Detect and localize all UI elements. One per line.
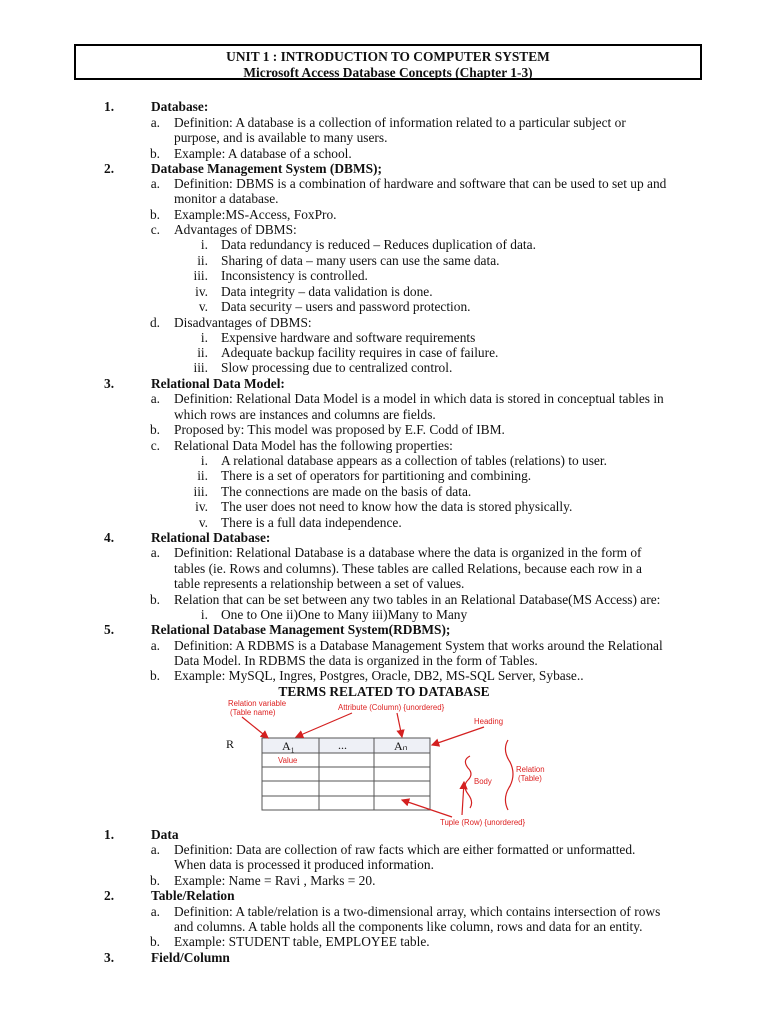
list-text: Inconsistency is controlled. [221, 268, 368, 283]
list-text: Data integrity – data validation is done. [221, 284, 433, 299]
attribute-label: Attribute (Column) {unordered} [338, 703, 445, 712]
list-marker: a. [150, 545, 160, 560]
term-number: 2. [104, 888, 115, 903]
list-text: monitor a database. [174, 191, 279, 206]
section-title: Database: [151, 99, 209, 114]
list-text: Expensive hardware and software requirements [221, 330, 476, 345]
list-marker: i. [200, 607, 208, 622]
list-marker: iv. [195, 499, 208, 514]
list-text: One to One ii)One to Many iii)Many to Many [221, 607, 468, 622]
list-text: purpose, and is available to many users. [174, 130, 388, 145]
section-number: 1. [104, 99, 115, 114]
section-title: Relational Database Management System(RDBMS); [151, 622, 451, 637]
relation-diagram [222, 698, 562, 830]
list-marker: b. [149, 207, 160, 222]
list-marker: a. [150, 391, 160, 406]
list-text: Example: STUDENT table, EMPLOYEE table. [174, 934, 430, 949]
list-text: Advantages of DBMS: [174, 222, 297, 237]
header-line-2: Microsoft Access Database Concepts (Chapter 1-3) [243, 64, 533, 80]
list-text: Definition: Data are collection of raw facts which are either formatted or unformatted. [174, 842, 636, 857]
list-marker: iii. [193, 268, 208, 283]
list-marker: b. [149, 422, 160, 437]
list-marker: b. [149, 934, 160, 949]
list-text: Example:MS-Access, FoxPro. [174, 207, 337, 222]
unit-header [74, 44, 702, 80]
table-name-label: (Table name) [230, 708, 276, 717]
list-text: Definition: A RDBMS is a Database Management System that works around the Relational [174, 638, 663, 653]
list-text: There is a full data independence. [221, 515, 402, 530]
attribute-arrow-1 [296, 713, 352, 737]
section-number: 2. [104, 161, 115, 176]
list-marker: c. [150, 222, 160, 237]
relation-table-label: (Table) [518, 774, 542, 783]
list-text: Example: Name = Ravi , Marks = 20. [174, 873, 376, 888]
list-text: Adequate backup facility requires in case of failure. [221, 345, 499, 360]
list-text: When data is processed it produced information. [174, 857, 434, 872]
list-marker: c. [150, 438, 160, 453]
list-text: and columns. A table holds all the components like column, rows and data for an entity. [174, 919, 643, 934]
term-title: Table/Relation [151, 888, 235, 903]
list-text: which rows are instances and columns are fields. [174, 407, 436, 422]
terms-title: TERMS RELATED TO DATABASE [278, 684, 490, 699]
body-label: Body [474, 777, 492, 786]
list-text: Relational Data Model has the following properties: [174, 438, 453, 453]
tuple-label: Tuple (Row) {unordered} [440, 818, 526, 827]
value-label: Value [278, 756, 298, 765]
section-title: Relational Data Model: [151, 376, 285, 391]
tuple-arrow-2 [462, 782, 464, 815]
list-marker: iii. [193, 484, 208, 499]
list-text: Data Model. In RDBMS the data is organized in the form of Tables. [174, 653, 538, 668]
section-title: Relational Database: [151, 530, 271, 545]
list-marker: i. [200, 330, 208, 345]
relation-brace [505, 740, 513, 810]
list-text: Example: MySQL, Ingres, Postgres, Oracle, DB2, MS-SQL Server, Sybase.. [174, 668, 584, 683]
heading-label: Heading [474, 717, 504, 726]
list-text: Definition: A table/relation is a two-dimensional array, which contains intersection of rows [174, 904, 661, 919]
list-text: A relational database appears as a collection of tables (relations) to user. [221, 453, 607, 468]
list-marker: ii. [197, 468, 208, 483]
section-number: 5. [104, 622, 115, 637]
list-text: Data redundancy is reduced – Reduces duplication of data. [221, 237, 536, 252]
section-title: Database Management System (DBMS); [151, 161, 382, 176]
list-marker: v. [198, 515, 208, 530]
list-marker: i. [200, 453, 208, 468]
list-marker: ii. [197, 253, 208, 268]
list-text: tables (ie. Rows and columns). These tables are called Relations, because each row in a [174, 561, 642, 576]
list-text: Disadvantages of DBMS: [174, 315, 312, 330]
list-marker: a. [150, 842, 160, 857]
relation-symbol: R [226, 737, 235, 751]
list-text: Sharing of data – many users can use the same data. [221, 253, 500, 268]
list-marker: a. [150, 904, 160, 919]
list-text: The connections are made on the basis of data. [221, 484, 472, 499]
list-text: Proposed by: This model was proposed by E.F. Codd of IBM. [174, 422, 505, 437]
list-text: Example: A database of a school. [174, 146, 352, 161]
attribute-a1: A₁ [282, 739, 295, 753]
relvar-arrow [242, 717, 268, 738]
term-title: Field/Column [151, 950, 230, 965]
body-brace [465, 756, 472, 808]
term-number: 1. [104, 827, 115, 842]
relation-variable-label: Relation variable [228, 699, 287, 708]
list-text: Definition: A database is a collection of information related to a particular subject or [174, 115, 626, 130]
list-text: Relation that can be set between any two tables in an Relational Database(MS Access) are: [174, 592, 661, 607]
section-number: 4. [104, 530, 115, 545]
list-text: Slow processing due to centralized control. [221, 360, 453, 375]
list-marker: v. [198, 299, 208, 314]
list-marker: ii. [197, 345, 208, 360]
list-marker: a. [150, 115, 160, 130]
list-marker: b. [149, 592, 160, 607]
list-marker: b. [149, 146, 160, 161]
header-line-1: UNIT 1 : INTRODUCTION TO COMPUTER SYSTEM [226, 49, 550, 64]
list-marker: iv. [195, 284, 208, 299]
attribute-an: Aₙ [394, 739, 408, 753]
list-marker: d. [149, 315, 160, 330]
term-number: 3. [104, 950, 115, 965]
attribute-arrow-2 [397, 713, 402, 737]
list-text: Definition: DBMS is a combination of hardware and software that can be used to set up and [174, 176, 667, 191]
term-title: Data [151, 827, 179, 842]
list-text: Definition: Relational Database is a database where the data is organized in the form of [174, 545, 642, 560]
heading-arrow [432, 727, 484, 745]
relation-label: Relation [516, 765, 545, 774]
section-number: 3. [104, 376, 115, 391]
list-marker: b. [149, 873, 160, 888]
list-marker: a. [150, 638, 160, 653]
list-marker: b. [149, 668, 160, 683]
list-marker: a. [150, 176, 160, 191]
list-marker: iii. [193, 360, 208, 375]
attribute-ellipsis: ... [338, 738, 347, 752]
list-text: There is a set of operators for partitioning and combining. [221, 468, 532, 483]
list-marker: i. [200, 237, 208, 252]
list-text: The user does not need to know how the data is stored physically. [221, 499, 573, 514]
list-text: Definition: Relational Data Model is a model in which data is stored in conceptual tables in [174, 391, 664, 406]
list-text: Data security – users and password protection. [221, 299, 471, 314]
list-text: table represents a relationship between a set of values. [174, 576, 465, 591]
